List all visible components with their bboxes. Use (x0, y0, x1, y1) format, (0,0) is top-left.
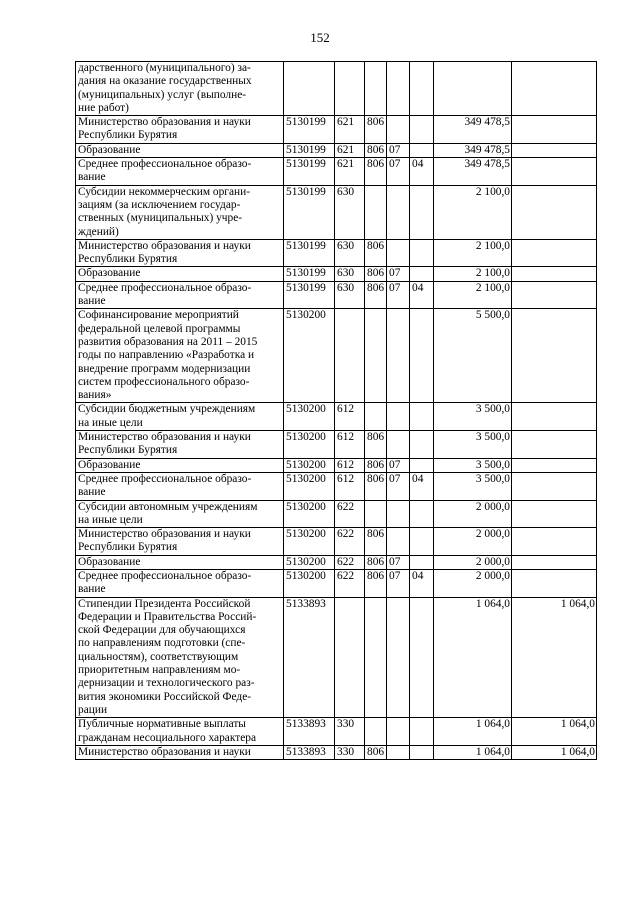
cell-amount: 5 500,0 (434, 309, 512, 403)
cell-target-article: 5130199 (284, 185, 335, 239)
table-row (76, 158, 597, 186)
cell-amount: 1 064,0 (434, 745, 512, 759)
table-row (76, 431, 597, 459)
cell-amount: 1 064,0 (434, 718, 512, 746)
cell-subsection (410, 403, 434, 431)
cell-name: Субсидии автономным учреждениям на иные цели (76, 500, 284, 528)
cell-amount: 2 000,0 (434, 569, 512, 597)
cell-amount: 2 000,0 (434, 500, 512, 528)
cell-amount-federal (512, 281, 597, 309)
cell-ministry-code: 806 (365, 528, 387, 556)
cell-ministry-code: 806 (365, 458, 387, 472)
cell-amount: 2 100,0 (434, 267, 512, 281)
table-row (76, 500, 597, 528)
cell-amount: 349 478,5 (434, 158, 512, 186)
cell-ministry-code (365, 62, 387, 116)
cell-ministry-code: 806 (365, 431, 387, 459)
cell-amount-federal: 1 064,0 (512, 745, 597, 759)
table-row (76, 116, 597, 144)
cell-target-article: 5130199 (284, 158, 335, 186)
cell-target-article: 5133893 (284, 718, 335, 746)
cell-amount (434, 62, 512, 116)
cell-section: 07 (387, 458, 410, 472)
cell-target-article (284, 62, 335, 116)
table-row (76, 143, 597, 157)
cell-subsection: 04 (410, 158, 434, 186)
table-row (76, 569, 597, 597)
cell-ministry-code: 806 (365, 281, 387, 309)
cell-amount-federal (512, 309, 597, 403)
cell-amount-federal (512, 239, 597, 267)
cell-ministry-code: 806 (365, 472, 387, 500)
cell-name: Среднее профессиональное образо- вание (76, 569, 284, 597)
cell-ministry-code (365, 500, 387, 528)
cell-expense-type: 622 (335, 500, 365, 528)
cell-subsection (410, 143, 434, 157)
cell-target-article: 5130200 (284, 472, 335, 500)
cell-target-article: 5133893 (284, 745, 335, 759)
cell-section: 07 (387, 267, 410, 281)
cell-name: Образование (76, 143, 284, 157)
cell-subsection (410, 239, 434, 267)
cell-subsection (410, 500, 434, 528)
cell-amount-federal (512, 403, 597, 431)
cell-section (387, 597, 410, 718)
cell-name: Министерство образования и науки Республики Бурятия (76, 431, 284, 459)
cell-subsection: 04 (410, 472, 434, 500)
cell-target-article: 5130199 (284, 239, 335, 267)
cell-subsection: 04 (410, 281, 434, 309)
table-row (76, 745, 597, 759)
cell-target-article: 5130200 (284, 500, 335, 528)
cell-expense-type (335, 309, 365, 403)
cell-name: Софинансирование мероприятий федеральной целевой программы развития образования на 2011 – 2015 годы по направлению «Разработка и внедрение программ модернизации систем профессионального образо- вания» (76, 309, 284, 403)
cell-amount-federal (512, 62, 597, 116)
cell-amount-federal (512, 116, 597, 144)
cell-ministry-code (365, 597, 387, 718)
cell-target-article: 5130200 (284, 569, 335, 597)
cell-expense-type: 630 (335, 239, 365, 267)
cell-ministry-code: 806 (365, 158, 387, 186)
table-row (76, 239, 597, 267)
cell-ministry-code: 806 (365, 555, 387, 569)
cell-amount: 349 478,5 (434, 143, 512, 157)
cell-subsection (410, 267, 434, 281)
cell-subsection (410, 431, 434, 459)
cell-ministry-code: 806 (365, 745, 387, 759)
cell-amount: 2 100,0 (434, 281, 512, 309)
cell-name: Среднее профессиональное образо- вание (76, 472, 284, 500)
cell-amount-federal: 1 064,0 (512, 718, 597, 746)
cell-target-article: 5130200 (284, 555, 335, 569)
cell-amount-federal (512, 267, 597, 281)
cell-name: Среднее профессиональное образо- вание (76, 158, 284, 186)
cell-subsection: 04 (410, 569, 434, 597)
cell-subsection (410, 458, 434, 472)
cell-section: 07 (387, 555, 410, 569)
cell-section (387, 745, 410, 759)
table-row (76, 267, 597, 281)
cell-section (387, 309, 410, 403)
cell-amount-federal (512, 185, 597, 239)
cell-amount: 3 500,0 (434, 403, 512, 431)
table-row (76, 62, 597, 116)
cell-ministry-code (365, 309, 387, 403)
cell-section: 07 (387, 143, 410, 157)
cell-ministry-code (365, 718, 387, 746)
cell-ministry-code (365, 403, 387, 431)
cell-amount-federal (512, 143, 597, 157)
cell-amount: 2 100,0 (434, 185, 512, 239)
table-row (76, 528, 597, 556)
cell-amount-federal (512, 555, 597, 569)
table-row (76, 472, 597, 500)
cell-expense-type (335, 62, 365, 116)
cell-target-article: 5130200 (284, 431, 335, 459)
cell-expense-type: 630 (335, 267, 365, 281)
cell-section (387, 718, 410, 746)
cell-target-article: 5133893 (284, 597, 335, 718)
cell-section (387, 528, 410, 556)
cell-expense-type: 622 (335, 569, 365, 597)
cell-subsection (410, 185, 434, 239)
cell-target-article: 5130199 (284, 267, 335, 281)
cell-amount-federal (512, 472, 597, 500)
cell-expense-type: 630 (335, 185, 365, 239)
table-row (76, 718, 597, 746)
cell-expense-type: 330 (335, 745, 365, 759)
table-row (76, 281, 597, 309)
cell-ministry-code: 806 (365, 569, 387, 597)
cell-section (387, 116, 410, 144)
cell-target-article: 5130200 (284, 528, 335, 556)
cell-name: Министерство образования и науки Республики Бурятия (76, 239, 284, 267)
cell-subsection (410, 718, 434, 746)
cell-amount-federal (512, 500, 597, 528)
cell-amount-federal (512, 431, 597, 459)
cell-expense-type (335, 597, 365, 718)
cell-subsection (410, 555, 434, 569)
cell-subsection (410, 528, 434, 556)
cell-amount: 3 500,0 (434, 472, 512, 500)
cell-name: Публичные нормативные выплаты гражданам несоциального характера (76, 718, 284, 746)
table-row (76, 403, 597, 431)
cell-name: Министерство образования и науки Республики Бурятия (76, 116, 284, 144)
cell-ministry-code: 806 (365, 239, 387, 267)
cell-section: 07 (387, 569, 410, 597)
table-row (76, 309, 597, 403)
cell-expense-type: 622 (335, 555, 365, 569)
cell-name: Субсидии бюджетным учреждениям на иные цели (76, 403, 284, 431)
cell-expense-type: 630 (335, 281, 365, 309)
cell-subsection (410, 309, 434, 403)
cell-name: Субсидии некоммерческим органи- зациям (за исключением государ- ственных (муниципальных) учре- ждений) (76, 185, 284, 239)
cell-name: Образование (76, 555, 284, 569)
cell-section (387, 403, 410, 431)
cell-section (387, 500, 410, 528)
cell-target-article: 5130199 (284, 281, 335, 309)
cell-subsection (410, 745, 434, 759)
cell-section (387, 185, 410, 239)
cell-target-article: 5130199 (284, 143, 335, 157)
cell-target-article: 5130200 (284, 309, 335, 403)
cell-expense-type: 612 (335, 431, 365, 459)
table-row (76, 597, 597, 718)
table-row (76, 555, 597, 569)
cell-amount-federal (512, 528, 597, 556)
table-row (76, 185, 597, 239)
cell-name: Образование (76, 458, 284, 472)
cell-amount: 2 000,0 (434, 555, 512, 569)
cell-section (387, 62, 410, 116)
table-body (76, 62, 597, 760)
page-number: 152 (310, 30, 330, 45)
cell-name: Среднее профессиональное образо- вание (76, 281, 284, 309)
cell-ministry-code: 806 (365, 267, 387, 281)
cell-section: 07 (387, 158, 410, 186)
cell-expense-type: 621 (335, 143, 365, 157)
cell-ministry-code (365, 185, 387, 239)
cell-section (387, 431, 410, 459)
cell-target-article: 5130199 (284, 116, 335, 144)
cell-name: Министерство образования и науки Республики Бурятия (76, 528, 284, 556)
cell-ministry-code: 806 (365, 143, 387, 157)
cell-expense-type: 621 (335, 158, 365, 186)
cell-amount-federal (512, 158, 597, 186)
cell-subsection (410, 116, 434, 144)
budget-table (75, 61, 597, 760)
cell-amount: 2 100,0 (434, 239, 512, 267)
cell-amount: 1 064,0 (434, 597, 512, 718)
cell-amount: 3 500,0 (434, 431, 512, 459)
cell-section: 07 (387, 472, 410, 500)
cell-expense-type: 612 (335, 458, 365, 472)
cell-amount: 2 000,0 (434, 528, 512, 556)
cell-amount: 3 500,0 (434, 458, 512, 472)
cell-name: Образование (76, 267, 284, 281)
cell-section (387, 239, 410, 267)
cell-expense-type: 621 (335, 116, 365, 144)
cell-name: Министерство образования и науки (76, 745, 284, 759)
cell-amount: 349 478,5 (434, 116, 512, 144)
cell-amount-federal (512, 458, 597, 472)
cell-amount-federal (512, 569, 597, 597)
cell-expense-type: 622 (335, 528, 365, 556)
cell-amount-federal: 1 064,0 (512, 597, 597, 718)
cell-expense-type: 612 (335, 472, 365, 500)
cell-name: Стипендии Президента Российской Федерации и Правительства Россий- ской Федерации для обучающихся по направлениям подготовки (спе- циальностям), соответствующим приоритетным направлениям мо- дернизации и технологического раз- вития экономики Российской Феде- рации (76, 597, 284, 718)
cell-target-article: 5130200 (284, 458, 335, 472)
cell-expense-type: 330 (335, 718, 365, 746)
cell-subsection (410, 597, 434, 718)
cell-subsection (410, 62, 434, 116)
cell-name: дарственного (муниципального) за- дания на оказание государственных (муниципальных) услуг (выполне- ние работ) (76, 62, 284, 116)
cell-expense-type: 612 (335, 403, 365, 431)
cell-section: 07 (387, 281, 410, 309)
cell-ministry-code: 806 (365, 116, 387, 144)
table-row (76, 458, 597, 472)
cell-target-article: 5130200 (284, 403, 335, 431)
